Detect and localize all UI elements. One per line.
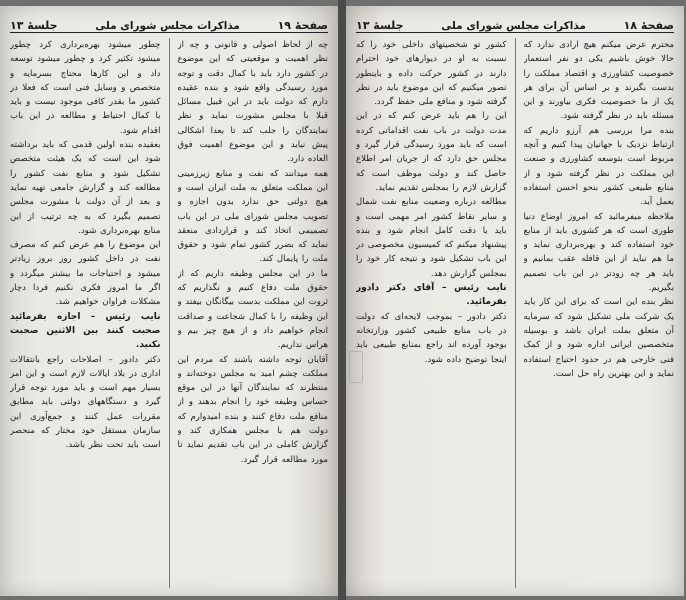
column-divider xyxy=(515,38,516,588)
column-divider xyxy=(169,38,170,588)
right-page-column-left xyxy=(356,38,507,588)
left-page-column-right xyxy=(178,38,329,588)
paragraph: بنده مرا بررسی هم آرزو داریم که ارتباط نزدیک با جهانیان پیدا کنیم و آنچه مربوط است بتوسعه کشاورزی و صنعت این مملکت در نظر گرفته شود و از منابع طبیعی کشور بنحو احسن استفاده بعمل آید. xyxy=(523,125,674,208)
speaker-line: نایب رئیس – آقای دکتر دادور بفرمائید. xyxy=(356,283,507,308)
right-page xyxy=(346,6,684,596)
right-page-session: جلسهٔ ۱۳ xyxy=(356,19,404,32)
paragraph: دکتر دادور – بموجب لایحه‌ای که دولت در باب منابع طبیعی کشور وزارتخانه بوجود آورده اند راجع بمنابع طبیعی باید اینجا توضیح داده شود. xyxy=(356,311,507,365)
page-mark xyxy=(349,351,363,383)
right-page-columns xyxy=(356,38,674,588)
book-gutter xyxy=(338,0,346,600)
paragraph: همه میدانند که نفت و منابع زیرزمینی این مملکت متعلق به ملت ایران است و هیچ دولتی حق ندارد بدون اجازه و تصویب مجلس شورای ملی در این باب تصمیمی اتخاذ کند و قراردادی منعقد نماید که بضرر کشور تمام شود و حقوق ملت را پایمال کند. xyxy=(177,168,328,265)
paragraph: ملاحظه میفرمائید که امروز اوضاع دنیا طوری است که هر کشوری باید از منابع خود استفاده کند و بهره‌برداری نماید و ما هم نباید از این قافله عقب بمانیم و باید هر چه زودتر در این باب تصمیم بگیریم. xyxy=(523,211,674,294)
right-page-column-right xyxy=(524,38,675,588)
paragraph: دکتر دادور – اصلاحات راجع بانتقالات اداری در بلاد ایالات لازم است و این امر بسیار مهم است و باید مورد توجه قرار گیرد و دستگاههای دولتی باید مطابق مقررات عمل کنند و جمع‌آوری این سازمان مستقل خود مختار که منحصر است باید تحت نظر باشد. xyxy=(10,354,161,451)
paragraph: این را هم باید عرض کنم که در این مدت دولت در باب نفت اقداماتی کرده است که باید مورد رسیدگی قرار گیرد و مجلس حق دارد که از جریان امر اطلاع حاصل کند و دولت موظف است که گزارش لازم را بمجلس تقدیم نماید. xyxy=(356,111,507,193)
left-page-columns xyxy=(10,38,328,588)
paragraph: ما در این مجلس وظیفه داریم که از حقوق ملت دفاع کنیم و نگذاریم که ثروت این مملکت بدست بیگانگان بیفتد و این وظیفه را با کمال شجاعت و صداقت انجام خواهیم داد و از هیچ چیز بیم و هراس نداریم. xyxy=(177,268,328,351)
paragraph: کشور تو شخصیتهای داخلی خود را که نسبت به او در دیوارهای خود احترام دارند در کشور حرکت داده و باینطور تصور میکنیم که این موضوع باید در نظر گرفته شود و منافع ملی حفظ گردد. xyxy=(356,40,507,108)
left-page-session: جلسهٔ ۱۳ xyxy=(10,19,58,32)
paragraph: چطور میشود بهره‌برداری کرد چطور میشود تکثیر کرد و چطور میشود توسعه داد و این کارها محتاج بسرمایه و متخصص و وسایل فنی است که فعلا در کشور ما بقدر کافی موجود نیست و باید با کمال احتیاط و مطالعه در این باب اقدام شود. xyxy=(10,40,161,136)
left-page-title: مذاکرات مجلس شورای ملی xyxy=(95,20,240,32)
paragraph: آقایان توجه داشته باشند که مردم این مملکت چشم امید به مجلس دوخته‌اند و منتظرند که نمایندگان آنها در این موقع حساس وظیفه خود را انجام بدهند و از منافع ملت دفاع کنند و بنده امیدوارم که دولت هم با مجلس همکاری کند و گزارش کاملی در این باب تقدیم نماید تا مورد مطالعه قرار گیرد. xyxy=(177,354,328,465)
right-page-title: مذاکرات مجلس شورای ملی xyxy=(441,20,586,32)
paragraph: بعقیده بنده اولین قدمی که باید برداشته شود این است که یک هیئت متخصص تشکیل شود و منابع نفت کشور را مطالعه کند و گزارش جامعی تهیه نماید و بعد از آن دولت با مشورت مجلس تصمیم بگیرد که به چه ترتیب از این منابع بهره‌برداری شود. xyxy=(10,140,161,236)
paragraph: چه از لحاظ اصولی و قانونی و چه از نظر اهمیت و موقعیتی که این موضوع در کشور دارد باید با کمال دقت و توجه مورد رسیدگی واقع شود و بنده عقیده دارم که دولت باید در این قبیل مسائل قبلا با مجلس مشورت نماید و نظر نمایندگان را جلب کند تا بعدا اشکالی پیش نیاید و این موضوع اهمیت فوق العاده دارد. xyxy=(177,40,328,165)
left-page-header xyxy=(10,10,328,33)
paragraph: نظر بنده این است که برای این کار باید یک شرکت ملی تشکیل شود که سرمایه آن متعلق بملت ایران باشد و بوسیله متخصصین ایرانی اداره شود و از کمک فنی خارجی هم در حدود احتیاج استفاده نماید و این بهترین راه حل است. xyxy=(523,297,674,379)
paragraph: مطالعه درباره وضعیت منابع نفت شمال و سایر نقاط کشور امر مهمی است و باید با دقت کامل انجام شود و بنده پیشنهاد میکنم که کمیسیون مخصوصی در این باب تشکیل شود و نتیجه کار خود را بمجلس گزارش دهد. xyxy=(356,197,507,279)
paragraph: این موضوع را هم عرض کنم که مصرف نفت در داخل کشور روز بروز زیادتر میشود و احتیاجات ما بیشتر میگردد و اگر ما امروز فکری نکنیم فردا دچار مشکلات فراوان خواهیم شد. xyxy=(10,240,161,308)
speaker-line: نایب رئیس – اجازه بفرمائید صحبت کنند بین الاثنین صحبت نکنید. xyxy=(10,311,161,351)
left-page xyxy=(0,6,338,596)
right-page-header xyxy=(356,10,674,33)
paragraph: محترم عرض میکنم هیچ ارادی ندارد که حالا خوش باشیم یکی دو نفر استعمار خصوصیت کشاورزی و اقتصاد مملکت را بدست بگیرند و بر اساس آن برای هر یک از ما خصوصیت فکری بیاورند و این مسئله باید در نظر گرفته شود. xyxy=(523,40,674,122)
left-page-number: صفحهٔ ۱۹ xyxy=(277,19,328,32)
right-page-number: صفحهٔ ۱۸ xyxy=(623,19,674,32)
left-page-column-left xyxy=(10,38,161,588)
